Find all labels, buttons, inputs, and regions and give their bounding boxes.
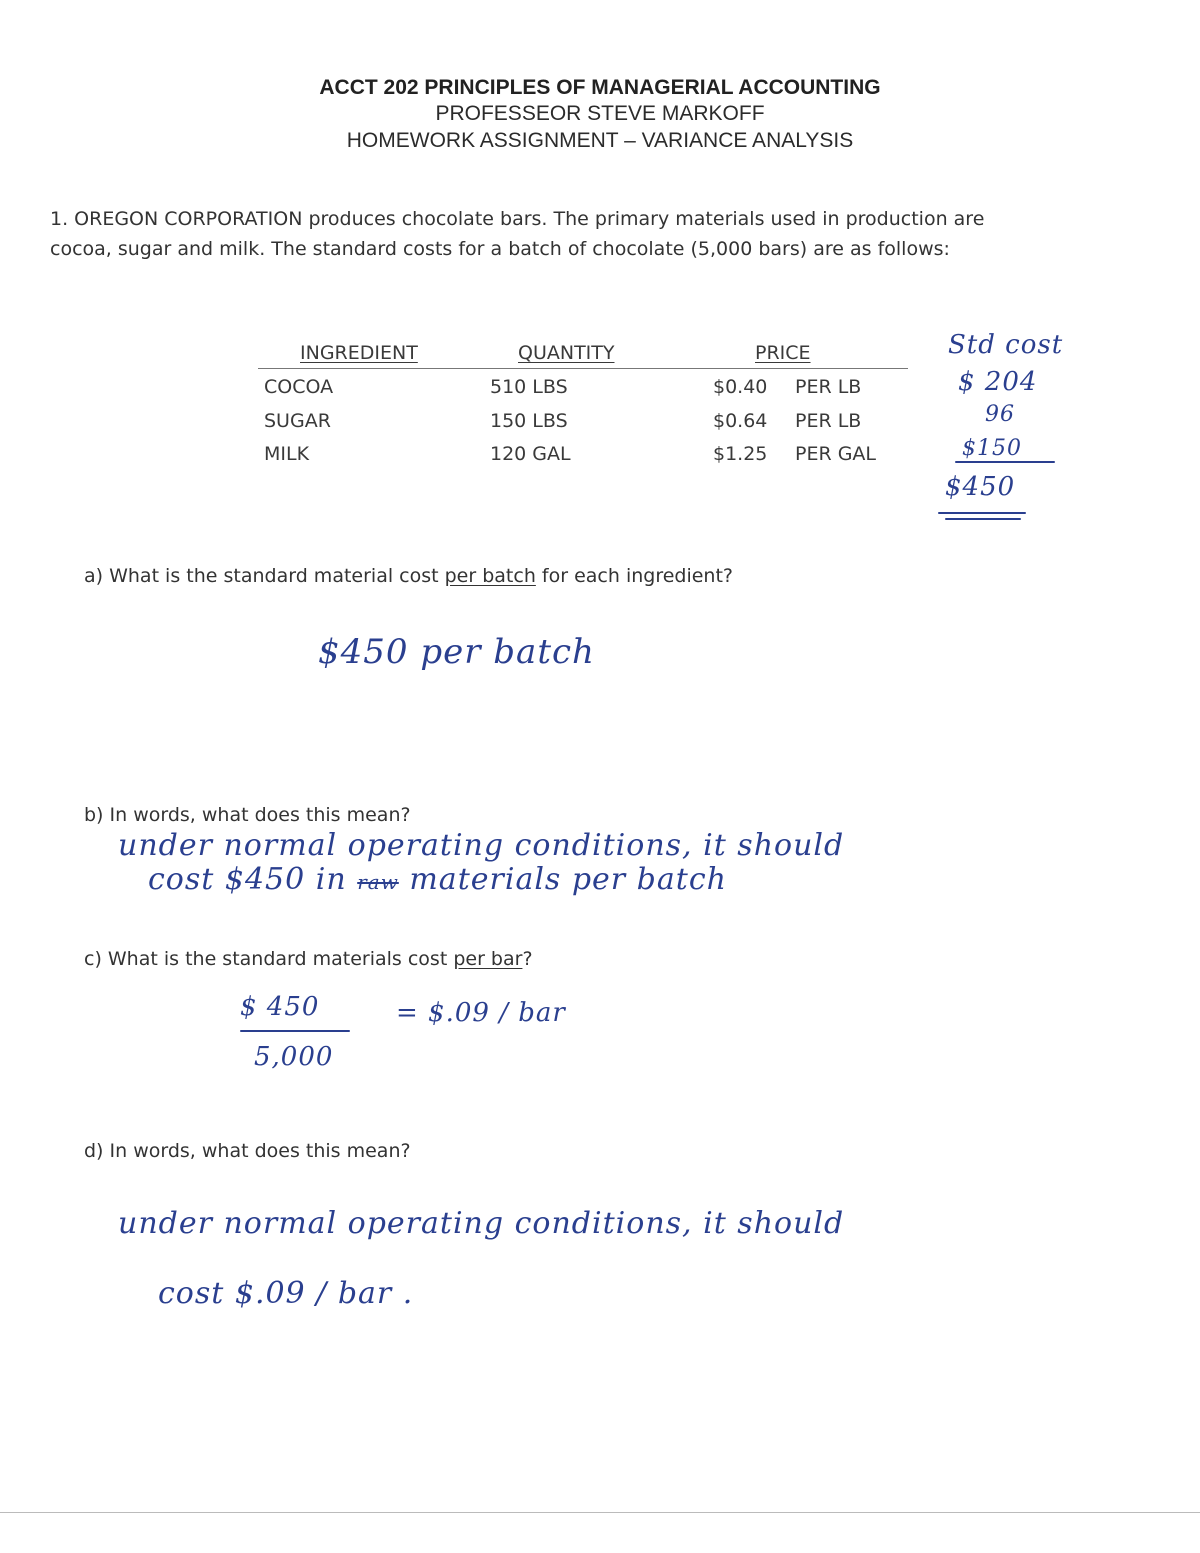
professor-name: PROFESSEOR STEVE MARKOFF — [435, 102, 765, 125]
ingredient-cell: COCOA — [264, 376, 334, 398]
ingredient-cell: SUGAR — [264, 410, 331, 432]
margin-total-underline — [938, 512, 1026, 514]
margin-value: $ 204 — [958, 367, 1038, 397]
question-b: b) In words, what does this mean? — [84, 804, 411, 826]
answer-c-denominator: 5,000 — [254, 1042, 334, 1072]
margin-value: $150 — [962, 436, 1022, 461]
question-a-emphasis: per batch — [444, 565, 536, 587]
question-a — [84, 565, 733, 587]
answer-c-fraction-bar — [240, 1030, 350, 1032]
margin-title: Std cost — [948, 330, 1064, 360]
table-header-rule — [258, 368, 908, 369]
answer-c-result: = $.09 / bar — [396, 998, 566, 1028]
table-header-price: PRICE — [755, 342, 811, 364]
question-c — [84, 948, 533, 970]
answer-d-line-1: under normal operating conditions, it should — [118, 1206, 845, 1241]
price-cell: $1.25 — [713, 443, 768, 465]
course-title: ACCT 202 PRINCIPLES OF MANAGERIAL ACCOUNTING — [319, 76, 881, 99]
answer-b-line-2 — [148, 862, 727, 897]
margin-sum-rule — [955, 461, 1055, 463]
table-header-ingredient: INGREDIENT — [300, 342, 418, 364]
answer-b-text: cost $450 in — [148, 862, 347, 897]
margin-total-underline — [945, 518, 1021, 520]
quantity-cell: 510 LBS — [490, 376, 568, 398]
quantity-cell: 150 LBS — [490, 410, 568, 432]
margin-total: $450 — [945, 472, 1016, 502]
question-c-emphasis: per bar — [453, 948, 523, 970]
question-d: d) In words, what does this mean? — [84, 1140, 411, 1162]
answer-d-line-2: cost $.09 / bar . — [158, 1276, 414, 1311]
answer-b-line-1: under normal operating conditions, it should — [118, 828, 845, 863]
price-cell: $0.40 — [713, 376, 768, 398]
unit-cell: PER GAL — [795, 443, 877, 465]
question-c-text-end: ? — [522, 948, 533, 970]
answer-b-text-end: materials per batch — [409, 862, 727, 897]
assignment-title: HOMEWORK ASSIGNMENT – VARIANCE ANALYSIS — [346, 129, 854, 152]
answer-b-struck-word: raw — [357, 870, 399, 894]
question-a-text-end: for each ingredient? — [535, 565, 734, 587]
answer-c-numerator: $ 450 — [240, 992, 320, 1022]
price-cell: $0.64 — [713, 410, 768, 432]
table-header-quantity: QUANTITY — [518, 342, 615, 364]
quantity-cell: 120 GAL — [490, 443, 571, 465]
unit-cell: PER LB — [795, 376, 862, 398]
answer-a: $450 per batch — [318, 632, 595, 672]
problem-line-2: cocoa, sugar and milk. The standard costs for a batch of chocolate (5,000 bars) are as follows: — [50, 238, 950, 260]
unit-cell: PER LB — [795, 410, 862, 432]
ingredient-cell: MILK — [264, 443, 310, 465]
question-a-text: a) What is the standard material cost — [84, 565, 445, 587]
margin-value: 96 — [985, 402, 1015, 427]
page-edge-line — [0, 1512, 1200, 1513]
question-c-text: c) What is the standard materials cost — [84, 948, 454, 970]
problem-line-1: 1. OREGON CORPORATION produces chocolate bars. The primary materials used in production are — [50, 208, 985, 230]
